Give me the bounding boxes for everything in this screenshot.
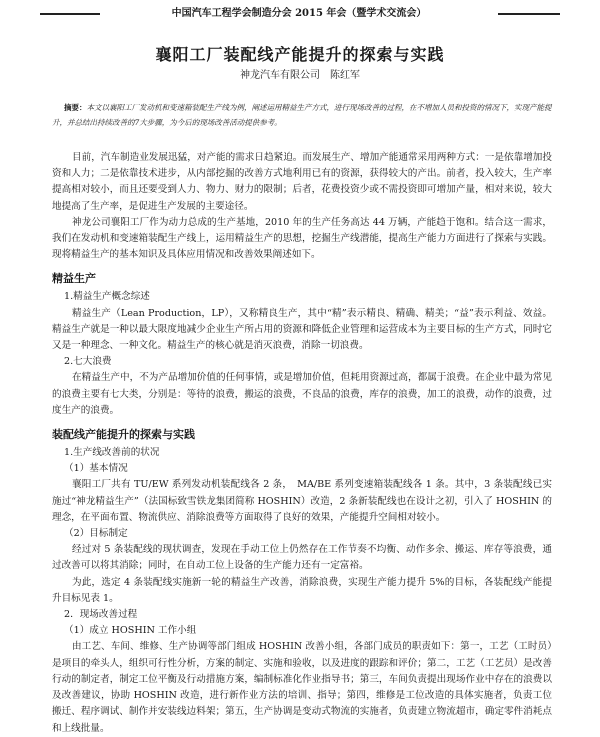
header-rule-left (40, 13, 100, 15)
abstract (52, 100, 552, 130)
subsection-heading: 1.精益生产概念综述 (64, 291, 150, 303)
abstract-label: 摘要： (64, 103, 87, 112)
section-heading: 装配线产能提升的探索与实践 (52, 428, 195, 442)
paragraph: 由工艺、车间、维修、生产协调等部门组成 HOSHIN 改善小组，各部门成员的职责如下：第一，工艺（工时员）是项目的牵头人，组织可行性分析，方案的制定、实施和验收，以及进度的跟踪和评价；第二，工艺（工艺员）是改善行动的制定者，制定工位平衡及行动措施方案，编制标准化作业指导书；第三，车间负责提出现场作业中存在的浪费以及改善建议，协助 HOSHIN 改造，进行新作业方法的培训、指导；第四，维修是工位改造的具体实施者，负责工位搬迁、程序调试、制作并安装线边料架；第五，生产协调是变动式物流的实施者，负责建立物流超市，确定零件消耗点和上线批量。 (52, 641, 552, 734)
paragraph: 襄阳工厂共有 TU/EW 系列发动机装配线各 2 条， MA/BE 系列变速箱装配线各 1 条。其中，3 条装配线已实施过“神龙精益生产”（法国标致雪铁龙集团简称 HOSHIN）改造，2 条新装配线也在设计之初，引入了 HOSHIN 的理念，在平面布置、物流供应、消除浪费等方面取得了良好的效果，产能提升空间相对较小。 (52, 479, 552, 523)
subsection-heading: 2.七大浪费 (64, 356, 112, 368)
abstract-text: 本文以襄阳工厂发动机和变速箱装配生产线为例，阐述运用精益生产方式，进行现场改善的过程，在不增加人员和投资的情况下，实现产能提升，并总结出持续改善的7大步骤，为今后的现场改善活动提供参考。 (52, 103, 552, 127)
paragraph: 神龙公司襄阳工厂作为动力总成的生产基地，2010 年的生产任务高达 44 万辆，产能趋于饱和。结合这一需求，我们在发动机和变速箱装配生产线上，运用精益生产的思想，挖掘生产线潜能，提高生产能力方面进行了探索与实践。现将精益生产的基本知识及具体应用情况和改善效果阐述如下。 (52, 216, 552, 261)
subsection-heading: （2）目标制定 (64, 528, 128, 540)
paragraph: 为此，选定 4 条装配线实施新一轮的精益生产改善，消除浪费，实现生产能力提升 5%的目标，各装配线产能提升目标见表 1。 (52, 576, 552, 604)
header-text: 中国汽车工程学会制造分会 2015 年会（暨学术交流会） (171, 8, 427, 19)
subsection-heading: 2．现场改善过程 (64, 609, 138, 621)
section-heading: 精益生产 (52, 272, 96, 286)
running-header (40, 6, 560, 22)
paper-title: 襄阳工厂装配线产能提升的探索与实践 (155, 45, 445, 64)
paragraph: 目前，汽车制造业发展迅猛，对产能的需求日趋紧迫。而发展生产、增加产能通常采用两种方式：一是依靠增加投资和人力；二是依靠技术进步，从内部挖掘的改善方式地利用已有的资源，获得较大的产出。前者，投入较大，生产率提高相对较小，而且还要受到人力、物力、财力的限制；后者，花费投资少或不需投资即可增加产量，相对来说，较大地提高了生产率，是促进生产发展的主要途径。 (52, 152, 552, 212)
subsection-heading: （1）基本情况 (64, 463, 128, 475)
subsection-heading: （1）成立 HOSHIN 工作小组 (64, 625, 197, 637)
subsection-heading: 1.生产线改善前的状况 (64, 447, 160, 459)
body-text (52, 150, 552, 737)
paragraph: 经过对 5 条装配线的现状调查，发现在手动工位上仍然存在工作节奏不均衡、动作多余、搬运、库存等浪费，通过改善可以将其消除；同时，在自动工位上设备的生产能力还有一定富裕。 (52, 544, 552, 572)
paper-author: 神龙汽车有限公司 陈红军 (240, 70, 360, 81)
paragraph: 在精益生产中，不为产品增加价值的任何事情，或是增加价值，但耗用资源过高，都属于浪费。在企业中最为常见的浪费主要有七大类，分别是：等待的浪费，搬运的浪费，不良品的浪费，库存的浪费，加工的浪费，动作的浪费，过度生产的浪费。 (52, 372, 552, 416)
paragraph: 精益生产（Lean Production，LP），又称精良生产，其中“精”表示精良、精确、精美；“益”表示利益、效益。精益生产就是一种以最大限度地减少企业生产所占用的资源和降低企业管理和运营成本为主要目标的生产方式，同时它又是一种理念、一种文化。精益生产的核心就是消灭浪费，消除一切浪费。 (52, 307, 552, 352)
header-rule-right (498, 13, 560, 15)
